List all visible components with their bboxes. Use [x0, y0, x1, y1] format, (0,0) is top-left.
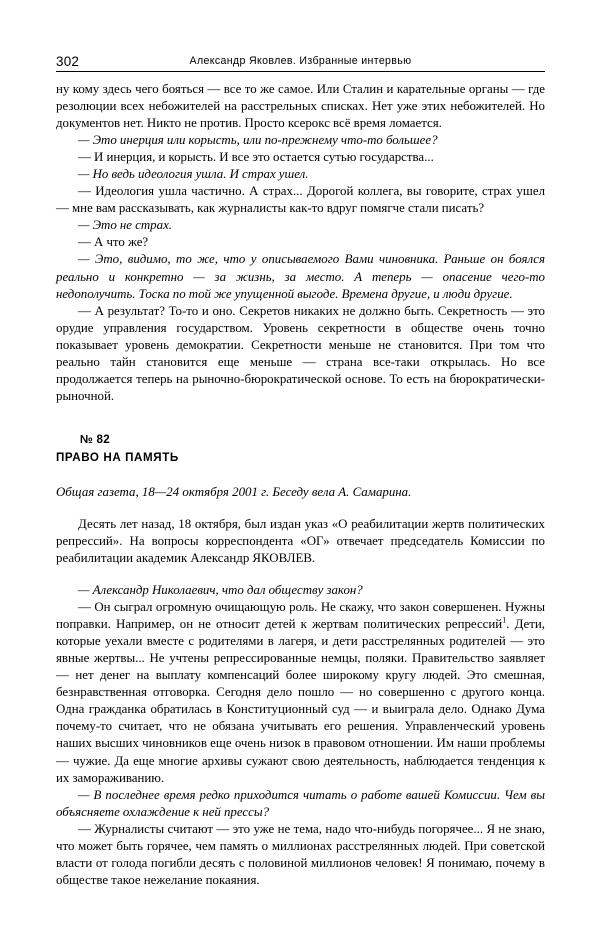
interview-answer: — А результат? То-то и оно. Секретов никаких не должно быть. Секретность — это орудие управления государством. Уровень секретности в обществе очень точно показывает уровень демократии. Секретности меньше не становится. При том что реально тайн становится еще меньше — страна все-таки открылась. Но все продолжается теперь на рыночно-бюрократической основе. То есть на бюрократически-рыночной.	[56, 303, 545, 403]
interview-exchange	[56, 582, 545, 889]
page-content	[56, 0, 545, 939]
paragraph-continuation: ну кому здесь чего бояться — все то же самое. Или Сталин и карательные органы — где резолюции всех небожителей на расстрельных списках. Нет уже этих небожителей. Но документов нет. Никто не против. Просто ксерокс всё время ломается.	[56, 82, 545, 131]
lead-paragraph: Десять лет назад, 18 октября, был издан указ «О реабилитации жертв политических репрессий». На вопросы корреспондента «ОГ» отвечает председатель Комиссии по реабилитации академик Александр ЯКОВЛЕВ.	[56, 516, 545, 565]
section-source-line: Общая газета, 18—24 октября 2001 г. Беседу вела А. Самарина.	[56, 484, 412, 499]
interview-answer-with-footnote	[56, 599, 545, 787]
running-head	[56, 44, 545, 72]
interview-answer: — Идеология ушла частично. А страх... Дорогой коллега, вы говорите, страх ушел — мне вам рассказывать, как журналисты как-то вдруг помягче стали писать?	[56, 184, 545, 216]
answer-text-before-note: — Он сыграл огромную очищающую роль. Не скажу, что закон совершенен. Нужны поправки. Например, он не относит детей к жертвам политических репрессий	[56, 600, 545, 632]
answer-text-after-note: . Дети, которые уехали вместе с родителями в лагеря, и дети расстрелянных родителей — это явные жертвы... Не учтены репрессированные немцы, поляки. Правительство заявляет — нет денег на выплату компенсаций более широкому кругу людей. Это смешная, безнравственная отговорка. Сегодня дело пошло — но совершенно с другого конца. Одна гражданка обратилась в Конституционный суд — и выиграла дело. Однако Дума почему-то считает, что не обязана учитывать его решения. Управленческий уровень наших высших чиновников еще очень низок в правовом отношении. Им наши проблемы — чужие. Да еще многие архивы сужают свою деятельность, наблюдается тенденция к их замораживанию.	[56, 617, 545, 785]
interview-answer: — А что же?	[78, 235, 149, 250]
section-number: № 82	[80, 432, 110, 446]
interview-question: — Но ведь идеология ушла. И страх ушел.	[78, 167, 309, 182]
interview-answer: — И инерция, и корысть. И все это остается сутью государства...	[78, 150, 434, 165]
page-number: 302	[56, 53, 80, 69]
top-text-block	[56, 81, 545, 405]
interview-question: — Это инерция или корысть, или по-прежнему что-то большее?	[78, 133, 438, 148]
interview-question: — В последнее время редко приходится читать о работе вашей Комиссии. Чем вы объясняете охлаждение к ней прессы?	[56, 787, 545, 819]
footnote-marker[interactable]: 1	[502, 615, 507, 625]
section-title: ПРАВО НА ПАМЯТЬ	[56, 450, 179, 464]
running-head-title: Александр Яковлев. Избранные интервью	[189, 55, 412, 68]
interview-question: — Это, видимо, то же, что у описываемого Вами чиновника. Раньше он боялся реально и конкретно — за жизнь, за место. А теперь — опасение чего-то недополучить. Тоска по той же упущенной выгоде. Времена другие, и люди другие.	[56, 252, 545, 301]
interview-question: — Александр Николаевич, что дал обществу закон?	[78, 583, 363, 598]
interview-answer: — Журналисты считают — это уже не тема, надо что-нибудь погорячее... Я не знаю, что может быть горячее, чем память о миллионах расстрелянных людей. При советской власти от голода погибли десять с половиной миллионов человек! Я понимаю, почему в обществе такое нежелание покаяния.	[56, 821, 545, 887]
section-opener	[56, 432, 545, 501]
section-body	[56, 516, 545, 889]
interview-question: — Это не страх.	[78, 218, 173, 233]
